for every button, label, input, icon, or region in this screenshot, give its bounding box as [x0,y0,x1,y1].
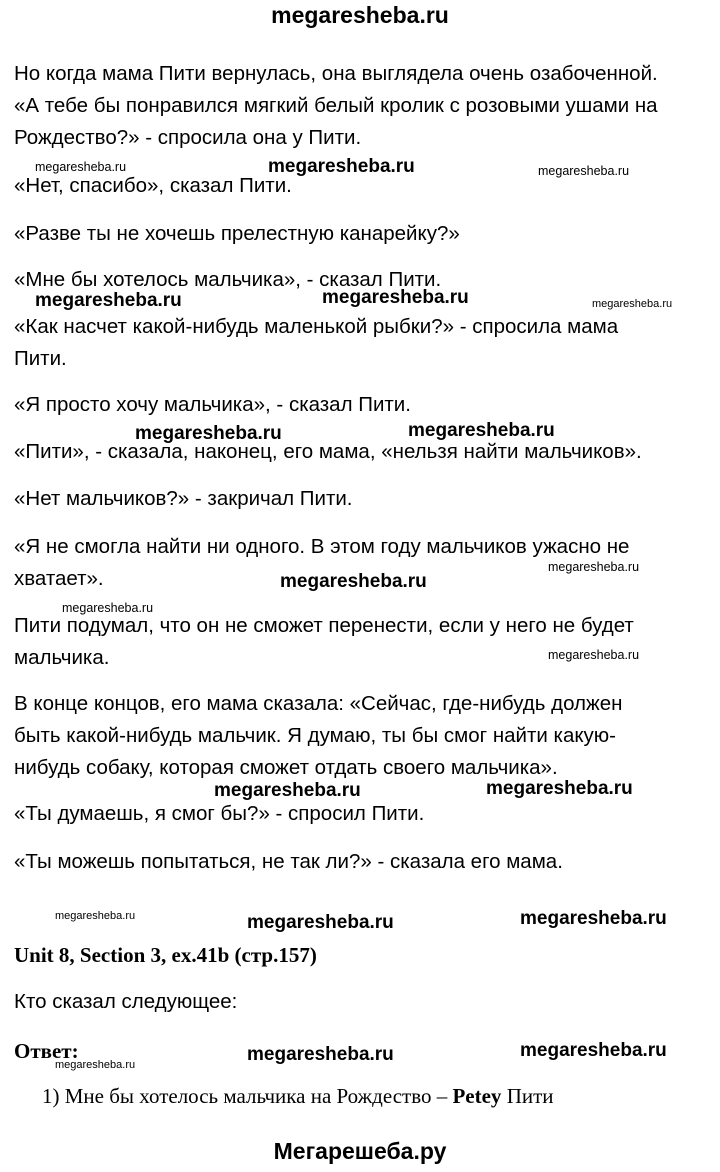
watermark: megaresheba.ru [548,648,640,662]
watermark: megaresheba.ru [268,156,415,177]
story-line: «Я просто хочу мальчика», - сказал Пити. [14,393,411,416]
watermark: megaresheba.ru [35,290,182,311]
story-line: нибудь собаку, которая сможет отдать своего мальчика». [14,756,558,779]
story-line: «Как насчет какой-нибудь маленькой рыбки?» - спросила мама [14,315,619,338]
watermark: megaresheba.ru [280,571,427,592]
story-line: Пити подумал, что он не сможет перенести, если у него не будет [14,614,634,637]
question-text: Кто сказал следующее: [14,990,238,1013]
site-title: megaresheba.ru [271,2,449,28]
story-line: «Нет, спасибо», сказал Пити. [14,174,292,197]
watermark: megaresheba.ru [135,423,282,444]
watermark: megaresheba.ru [408,420,555,441]
watermark: megaresheba.ru [214,780,361,801]
watermark: megaresheba.ru [247,1044,394,1065]
answer-bold: Petey [452,1084,502,1108]
watermark: megaresheba.ru [538,164,630,178]
story-line: «А тебе бы понравился мягкий белый кролик с розовыми ушами на [14,94,658,117]
story-line: «Нет мальчиков?» - закричал Пити. [14,487,353,510]
watermark: megaresheba.ru [55,910,136,922]
answer-translation: Пити [506,1084,554,1108]
section-heading: Unit 8, Section 3, ex.41b (стр.157) [14,943,317,967]
story-line: хватает». [14,567,104,590]
watermark: megaresheba.ru [486,778,633,799]
story-line: «Мне бы хотелось мальчика», - сказал Пити. [14,268,442,291]
footer-title: Мегарешеба.ру [273,1138,447,1164]
story-line: Рождество?» - спросила она у Пити. [14,126,362,149]
story-line: В конце концов, его мама сказала: «Сейчас, где-нибудь должен [14,692,623,715]
story-line: «Ты думаешь, я смог бы?» - спросил Пити. [14,802,425,825]
story-line: «Пити», - сказала, наконец, его мама, «нельзя найти мальчиков». [14,440,642,463]
watermark: megaresheba.ru [55,1059,136,1071]
answer-text: Мне бы хотелось мальчика на Рождество – [64,1084,448,1108]
watermark: megaresheba.ru [548,560,640,574]
watermark: megaresheba.ru [322,287,469,308]
watermark: megaresheba.ru [520,908,667,929]
watermark: megaresheba.ru [62,601,154,615]
story-line: мальчика. [14,646,110,669]
story-line: «Я не смогла найти ни одного. В этом году мальчиков ужасно не [14,535,630,558]
answer-item [42,1084,554,1109]
answer-label: Ответ: [14,1039,79,1063]
story-line: «Разве ты не хочешь прелестную канарейку?» [14,222,460,245]
story-line: Пити. [14,347,67,370]
story-line: быть какой-нибудь мальчик. Я думаю, ты бы смог найти какую- [14,724,616,747]
watermark: megaresheba.ru [247,912,394,933]
answer-number: 1) [42,1084,60,1108]
watermark: megaresheba.ru [520,1040,667,1061]
story-line: «Ты можешь попытаться, не так ли?» - сказала его мама. [14,850,563,873]
story-line: Но когда мама Пити вернулась, она выглядела очень озабоченной. [14,62,658,85]
watermark: megaresheba.ru [592,298,673,310]
watermark: megaresheba.ru [35,160,127,174]
